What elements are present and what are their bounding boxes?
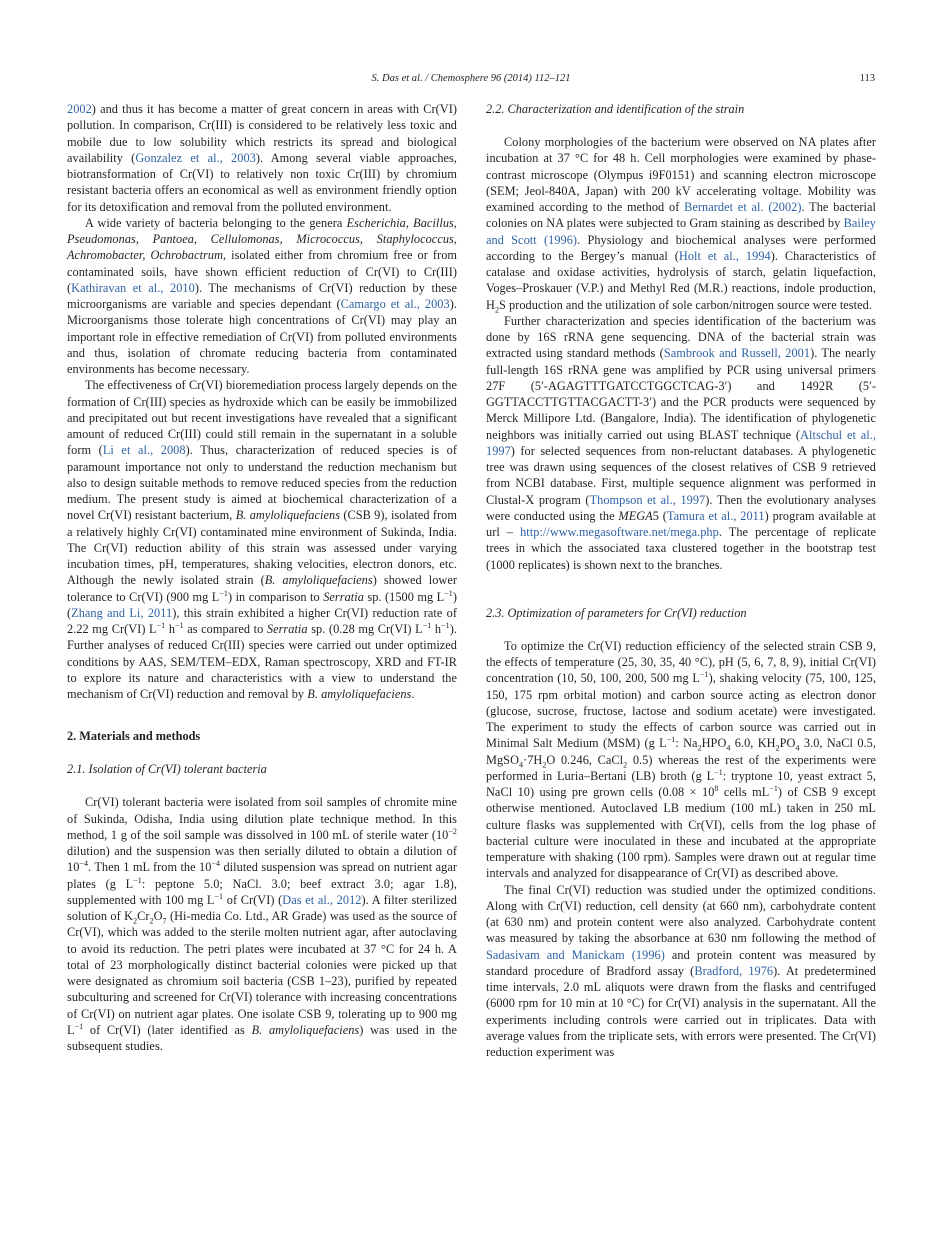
subsection-heading-characterization: 2.2. Characterization and identification of the strain [486,102,745,116]
text-run: O 0.246, CaCl [546,752,624,767]
citation-link[interactable]: Bailey and Scott (1996) [486,216,876,247]
text-run: ). A filter sterilized solution of K [67,892,458,923]
citation-link[interactable]: 2002 [67,102,92,116]
subsection-heading-isolation: 2.1. Isolation of Cr(VI) tolerant bacteria [67,762,267,777]
subscript: 2 [697,743,702,753]
citation-link[interactable]: http://www.megasoftware.net/mega.php [520,525,719,539]
subscript: 4 [726,743,731,753]
superscript: 8 [714,783,719,793]
text-run: Cr [137,909,150,923]
text-run: cells mL [718,785,770,799]
citation-link[interactable]: Altschul et al., 1997 [486,427,876,458]
text-run: . Then 1 mL from the 10 [88,860,212,875]
text-run: ) in comparison to [227,589,324,604]
text-run: 0.5) whereas the rest of the experiments were performed in Luria–Bertani (LB) broth (g L [486,752,876,783]
left-column [67,101,457,1054]
text-run: h [165,622,176,636]
text-run: S production and the utilization of sole carbon/nitrogen source were tested. [499,297,872,312]
right-column [486,101,876,1060]
italic-term: Escherichia, Bacillus, Pseudomonas, Pantoea, Cellulomonas, Micrococcus, Staphylococcus, Achromobacter, Ochrobactrum [67,215,458,263]
text-run: of Cr(VI) (later identified as [83,1022,252,1037]
superscript: −1 [133,875,142,885]
superscript: −1 [441,620,450,630]
text-run: ) for selected sequences from non-reluctant databases. A phylogenetic tree was drawn using sequences of the closest relatives of CSB 9 retrieved from NCBI database. First, multiple sequence alignment was performed in Clustal-X program ( [486,443,876,507]
text-run: A wide variety of bacteria belonging to the genera [85,215,347,230]
text-run: The final Cr(VI) reduction was studied under the optimized conditions. Along with Cr(VI) reduction, cell density (at 660 nm), carbohydrate content (at 630 nm) and protein content were also analyzed. Carbohydrate content was measured by taking the absorbance at 630 nm following the method of [486,882,876,946]
text-run: . The percentage of replicate trees in which the associated taxa clustered together in the bootstrap test (1000 replicates) is shown next to the branches. [486,525,877,572]
section-heading-materials-methods: 2. Materials and methods [67,729,201,744]
text-run: diluted suspension was spread on nutrient agar plates (g L [67,860,457,891]
page-number: 113 [859,73,875,84]
citation-link[interactable]: Camargo et al., 2003 [340,297,450,311]
citation-link[interactable]: Das et al., 2012 [282,892,362,907]
citation-link[interactable]: Bradford, 1976 [694,963,774,978]
superscript: −1 [74,1021,84,1031]
text-run: 6.0, KH [730,736,776,751]
text-run: sp. (1500 mg L [363,589,445,604]
subscript: 7 [162,916,167,926]
text-run: dilution) and the suspension was then serially diluted to obtain a dilution of 10 [67,844,457,875]
superscript: −1 [175,620,184,630]
subscript: 2 [775,743,780,753]
text-run: (Hi-media Co. Ltd., AR Grade) was used as the source of Cr(VI), which was added to the sterile molten nutrient agar, after autoclaving to avoid its reduction. The petri plates were incubated at 37 °C for 24 h. A total of 23 morphologically distinct bacterial colonies were picked up that were designated as chromium soil bacteria (CSB 1–23), purified by repeated subculturing and screened for Cr(VI) tolerance with increasing concentrations of Cr(VI) on nutrient agar plates. One isolate CSB 9, tolerating up to 900 mg L [67,909,457,1037]
citation-link[interactable]: Sadasivam and Manickam (1996) [486,947,665,962]
citation-link[interactable]: Tamura et al., 2011 [666,508,765,523]
text-run: HPO [701,736,727,751]
italic-term: Serratia [266,622,308,636]
citation-link[interactable]: Sambrook and Russell, 2001 [663,346,811,361]
subscript: 4 [795,743,800,753]
text-run: ), this strain exhibited a higher Cr(VI) reduction rate of 2.22 mg Cr(VI) L [67,605,457,636]
superscript: −2 [448,826,457,836]
text-run: ·7H [523,752,543,767]
subscript: 2 [149,916,154,926]
text-run: : tryptone 10, yeast extract 5, NaCl 10) using pre grown cells (0.08 × 10 [486,768,876,799]
superscript: −1 [714,767,723,777]
text-run: ). Characteristics of catalase and oxidase activities, hydrolysis of starch, gelatin liquefaction, Voges–Proskauer (V.P.) and Methyl Red (M.R.) reactions, indole production, H [486,248,876,312]
text-run: ). The mechanisms of Cr(VI) reduction by these microorganisms are variable and species dependant ( [67,280,457,311]
text-run: Further characterization and species identification of the bacterium was done by 16S rRNA gene sequencing. DNA of the bacterial strain was extracted using standard methods ( [486,313,876,361]
text-run: (CSB 9), isolated from a relatively highly Cr(VI) contaminated mine environment of Sukinda, India. The Cr(VI) reduction ability of this strain was assessed under varying incubation times, pH, temperatures, shaking velocities, electron donors, etc. Although the newly isolated strain ( [67,508,457,588]
text-run: ) of CSB 9 except otherwise mentioned. Autoclaved LB medium (100 mL) taken in 250 mL culture flasks was supplemented with Cr(VI), cells from the log phase of bacterial culture were inoculated in these and incubated at the appropriate temperature with shaking (100 rpm). Samples were drawn out at regular time intervals and analyzed for disappearance of Cr(VI) as described above. [486,785,876,881]
italic-term: B. amyloliquefaciens [264,573,373,588]
subscript: 2 [133,916,138,926]
text-run: O [153,909,163,923]
citation-link[interactable]: Zhang and Li, 2011 [71,605,173,620]
optimization-paragraph-parameters [486,638,876,882]
text-run: : Na [675,736,698,751]
citation-link[interactable]: Holt et al., 1994 [678,248,771,263]
isolation-paragraph [67,794,457,1054]
text-run: Cr(VI) tolerant bacteria were isolated from soil samples of chromite mine of Sukinda, Odisha, India using dilution plate technique method. In this method, 1 g of the soil sample was dissolved in 100 mL of sterile water (10 [67,795,457,842]
citation-link[interactable]: Gonzalez et al., 2003 [135,150,256,165]
text-run: . [411,687,415,701]
text-run: ) and thus it has become a matter of great concern in areas with Cr(VI) pollution. In comparison, Cr(III) is considered to be relatively less toxic and mobile due to low solubility which restricts its spread and biological availability ( [67,102,457,165]
text-run: ). At predetermined time intervals, 2.0 mL aliquots were drawn from the flasks and centrifuged (6000 rpm for 10 min at 10 °C) for Cr(VI) analysis in the supernatant. All the experiments including controls were carried out in triplicates. Data with average values from the triplicate sets, with errors were presented. The Cr(VI) reduction experiment was [486,963,876,1059]
text-run: and protein content was measured by standard procedure of Bradford assay ( [486,947,877,978]
subsection-heading-optimization: 2.3. Optimization of parameters for Cr(VI) reduction [486,605,747,620]
superscript: −1 [214,891,224,901]
text-run: ). Further analyses of reduced Cr(III) species were carried out under optimized conditions by AAS, SEM/TEM–EDX, Raman spectroscopy, XRD and FT-IR to explore its nature and characteristics with a view to understand the mechanism of Cr(VI) reduction and removal by [67,622,458,701]
text-run: ), shaking velocity (75, 100, 125, 150, 175 rpm orbital motion) and carbon source acting as electron donor (glucose, sucrose, fructose, lactose and sodium acetate) were investigated. The experiment to study the effects of carbon source was carried out in Minimal Salt Medium (MSM) (g L [486,671,876,751]
subscript: 2 [542,759,547,769]
italic-term: B. amyloliquefaciens [251,1022,360,1037]
italic-term: B. amyloliquefaciens [307,687,412,701]
intro-paragraph-continued [67,101,457,215]
intro-paragraph-study-aim [67,377,457,702]
optimization-paragraph-final-reduction [486,882,876,1061]
text-run: ) was used in the subsequent studies. [67,1022,457,1053]
superscript: −1 [444,588,453,598]
text-run: ) showed lower tolerance to Cr(VI) (900 mg L [67,573,457,604]
text-run: ) ( [67,589,458,620]
text-run: The effectiveness of Cr(VI) bioremediation process largely depends on the formation of Cr(III) species as hydroxide which can be easily be immobilized and precipitated out but recent investigations have revealed that a significant amount of reduced Cr(III) could still remain in the supernatant in a soluble form ( [67,378,457,458]
superscript: −4 [211,859,221,869]
subscript: 2 [494,304,499,314]
superscript: −1 [699,670,709,680]
text-run: To optimize the Cr(VI) reduction efficiency of the selected strain CSB 9, the effects of temperature (25, 30, 35, 40 °C), pH (5, 6, 7, 8, 9), initial Cr(VI) concentration (10, 50, 100, 200, 500 mg L [486,638,876,686]
text-run: 5 ( [652,508,667,523]
text-run: : peptone 5.0; NaCl. 3.0; beef extract 3.0; agar 1.8), supplemented with 100 mg L [67,876,457,907]
superscript: −1 [769,783,778,793]
citation-link[interactable]: Li et al., 2008 [102,443,186,458]
citation-link[interactable]: Thompson et al., 1997 [589,492,706,507]
superscript: −1 [219,588,228,598]
characterization-paragraph-sequencing [486,313,876,573]
italic-term: B. amyloliquefaciens [235,508,341,523]
superscript: −4 [79,859,89,869]
text-run: 3.0, NaCl 0.5, MgSO [486,736,876,767]
running-title: S. Das et al. / Chemosphere 96 (2014) 112–121 [371,73,571,84]
italic-term: MEGA [618,508,653,523]
text-run: . The bacterial colonies on NA plates were subjected to Gram staining as described by [486,200,876,231]
running-header [67,73,875,89]
text-run: h [431,622,442,636]
text-run: , isolated either from chromium free or from contaminated soils, have shown efficient reduction of Cr(VI) to Cr(III) ( [67,248,458,295]
subscript: 4 [519,759,524,769]
text-run: ). Then the evolutionary analyses were conducted using the [486,492,876,523]
subscript: 2 [623,759,628,769]
citation-link[interactable]: Kathiravan et al., 2010 [71,280,195,295]
text-run: as compared to [183,622,267,636]
superscript: −1 [422,620,432,630]
text-run: ). Microorganisms those tolerate high concentrations of Cr(VI) may play an important role in effective remediation of Cr(VI) from polluted environments and thus, isolation of chromate reducing bacteria from contaminated environments has become necessary. [67,297,457,376]
text-run: ). Among several viable approaches, biotransformation of Cr(VI) to relatively non toxic Cr(III) by chromium resistant bacteria offers an economical as well as environment friendly option for its detoxification and removal from the polluted environment. [67,150,457,214]
text-run: of Cr(VI) ( [223,892,283,907]
superscript: −1 [156,620,166,630]
superscript: −1 [666,735,676,745]
text-run: ) program available at url – [486,508,877,539]
text-run: PO [779,736,796,751]
text-run: . Physiology and biochemical analyses were performed according to the Bergey’s manual ( [486,232,877,263]
intro-paragraph-bacteria-genera [67,215,457,378]
italic-term: Serratia [323,589,364,604]
citation-link[interactable]: Bernardet et al. (2002) [684,200,802,214]
text-run: ). The nearly full-length 16S rRNA gene was amplified by PCR using universal primers 27F (5′-AGAGTTTGATCCTGGCTCAG-3′) and 1492R (5′-GGTTACCTTGTTACGACTT-3′) and the PCR products were sequenced by Merck Millipore Ltd. (Bangalore, India). The identification of phylogenetic neighbors was initially carried out using BLAST technique ( [486,346,876,442]
text-run: ). Thus, characterization of reduced species is of paramount importance not only to understand the reduction mechanism but also to design suitable methods to remove reduced species from the reduction medium. The present study is aimed at biochemical characterization of a novel Cr(VI) resistant bacterium, [67,443,457,523]
characterization-paragraph-morphology [486,134,876,313]
text-run: sp. (0.28 mg Cr(VI) L [307,622,423,636]
text-run: Colony morphologies of the bacterium were observed on NA plates after incubation at 37 °C for 48 h. Cell morphologies were examined by phase-contrast microscope (Olympus i9F0151) and scanning electron microscope (SEM; Jeol-840A, Japan) with 200 kV accelerating voltage. Mobility was examined according to the method of [486,135,876,214]
